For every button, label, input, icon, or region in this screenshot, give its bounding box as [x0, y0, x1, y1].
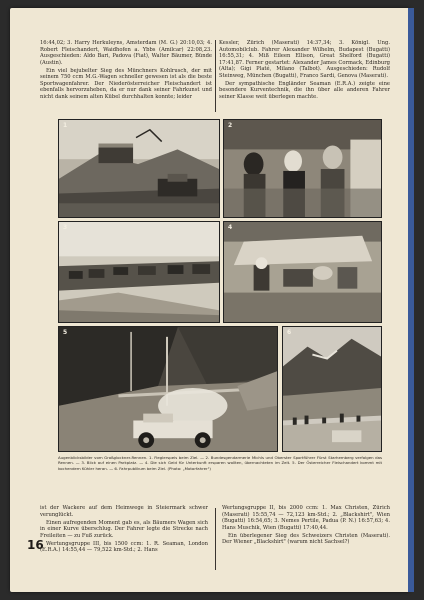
photo-6-spectators-at-finish	[282, 326, 382, 452]
photo-number: 4	[228, 224, 233, 231]
photo-number: 5	[63, 329, 68, 336]
photo-number: 6	[287, 329, 292, 336]
paragraph: Der sympathische Engländer Seaman (E.R.A.) zeigte eine besondere Kurventechnik, die ihn über alle anderen Fahrer seiner Klasse weit überlegen machte.	[219, 80, 390, 100]
paragraph: Wertungsgruppe III, bis 1500 ccm: 1. R. Seaman, London (E.R.A.) 14:55,44 — 79,522 km-Std.; 2. Hans	[40, 540, 208, 554]
bottom-left-column	[40, 505, 208, 575]
top-right-column	[219, 40, 390, 112]
photo-caption: Augenblicksbilder vom Großglockner-Rennen. 1. Fieglerspeis beim Ziel. — 2. Bundesgendarmerie Michls und Oberster Sportführer Fürst Starhemberg verfolgen das Rennen. — 3. Blick auf einen Parkplatz. — 4. Die sich Geld für Unterkunft ersparen wollten, übernachteten im Zelt. 5. Der Österreicher Fleischandert kommt mit kochendem Kühler heran. — 6. Fahrpublikum beim Ziel. (Photo: „Motorfahrer")	[58, 455, 382, 471]
photo-2-officials-watching	[223, 119, 382, 218]
column-rule	[215, 40, 216, 112]
photo-1-finish-area	[58, 119, 220, 218]
photo-number: 1	[63, 122, 68, 129]
photo-number: 2	[228, 122, 233, 129]
page-number: 16	[27, 538, 44, 552]
paragraph: 16:44,02; 3. Harry Herkuleyns, Amsterdam (M. G.) 20:10,03; 4. Robert Fleischandert, Waidhofen a. Ybbs (Amilcar) 22:08,23. Ausgeschieden: Aldo Bari, Padova (Fiat), Walter Bäumer, Bünde (Austin).	[40, 40, 212, 66]
photo-3-parking-lot	[58, 221, 220, 323]
column-rule	[215, 508, 216, 570]
top-left-column	[40, 40, 212, 112]
paragraph: Kessler, Zürich (Maserati) 14:37,34; 3. Königl. Ung. Automobilclub. Fahrer Alexander Wilhelm, Budapest (Bugatti) 16:55,31; 4. Miß Eileen Ellison, Great Shelford (Bugatti) 17:41,87. Ferner gestartet: Alexander James Cormack, Edinburg (Alta); Gigi Platé, Milano (Talbot). Ausgeschieden: Rudolf Steinweg, München (Bugatti), Franco Sardi, Genova (Maserati).	[219, 40, 390, 79]
photo-5-race-car-steaming	[58, 326, 278, 452]
paragraph: Ein überlegener Sieg des Schweizers Christen (Maserati). Der Wiener „Blackshirt" (warum nicht Sachsel?)	[222, 532, 390, 546]
paragraph: Wertungsgruppe II, bis 2000 ccm: 1. Max Christen, Zürich (Maserati) 15:55,74 — 72,123 km-Std.; 2. „Blackshirt", Wien (Bugatti) 16:54,65; 3. Nemes Pertile, Padua (P. N.) 16:57,63; 4. Hans Muschik, Wien (Bugatti) 17:40,44.	[222, 505, 390, 531]
paragraph: Einen aufregenden Moment gab es, als Bäumers Wagen sich in einer Kurve überschlug. Der Fahrer legte die Strecke nach Freileiten — zu Fuß zurück.	[40, 519, 208, 539]
paragraph: Ein viel bejubelter Sieg des Münchners Kohlrusch, der mit seinem 750 ccm M.G.-Wagen schneller gewesen ist als die beste Sportwagenfahrer. Der Niederösterreicher Fleischandert ist ebenfalls hervorzuheben, da er nur dank seiner Fahrkunst und nicht dank seinem alten Kübel durchhalten konnte; leider	[40, 67, 212, 100]
book-spine-edge	[408, 8, 414, 592]
paragraph: ist der Wackere auf dem Heimwege in Steiermark schwer verunglückt.	[40, 505, 208, 518]
photo-4-tent-campers	[223, 221, 382, 323]
bottom-right-column	[222, 505, 390, 575]
photo-number: 3	[63, 224, 68, 231]
